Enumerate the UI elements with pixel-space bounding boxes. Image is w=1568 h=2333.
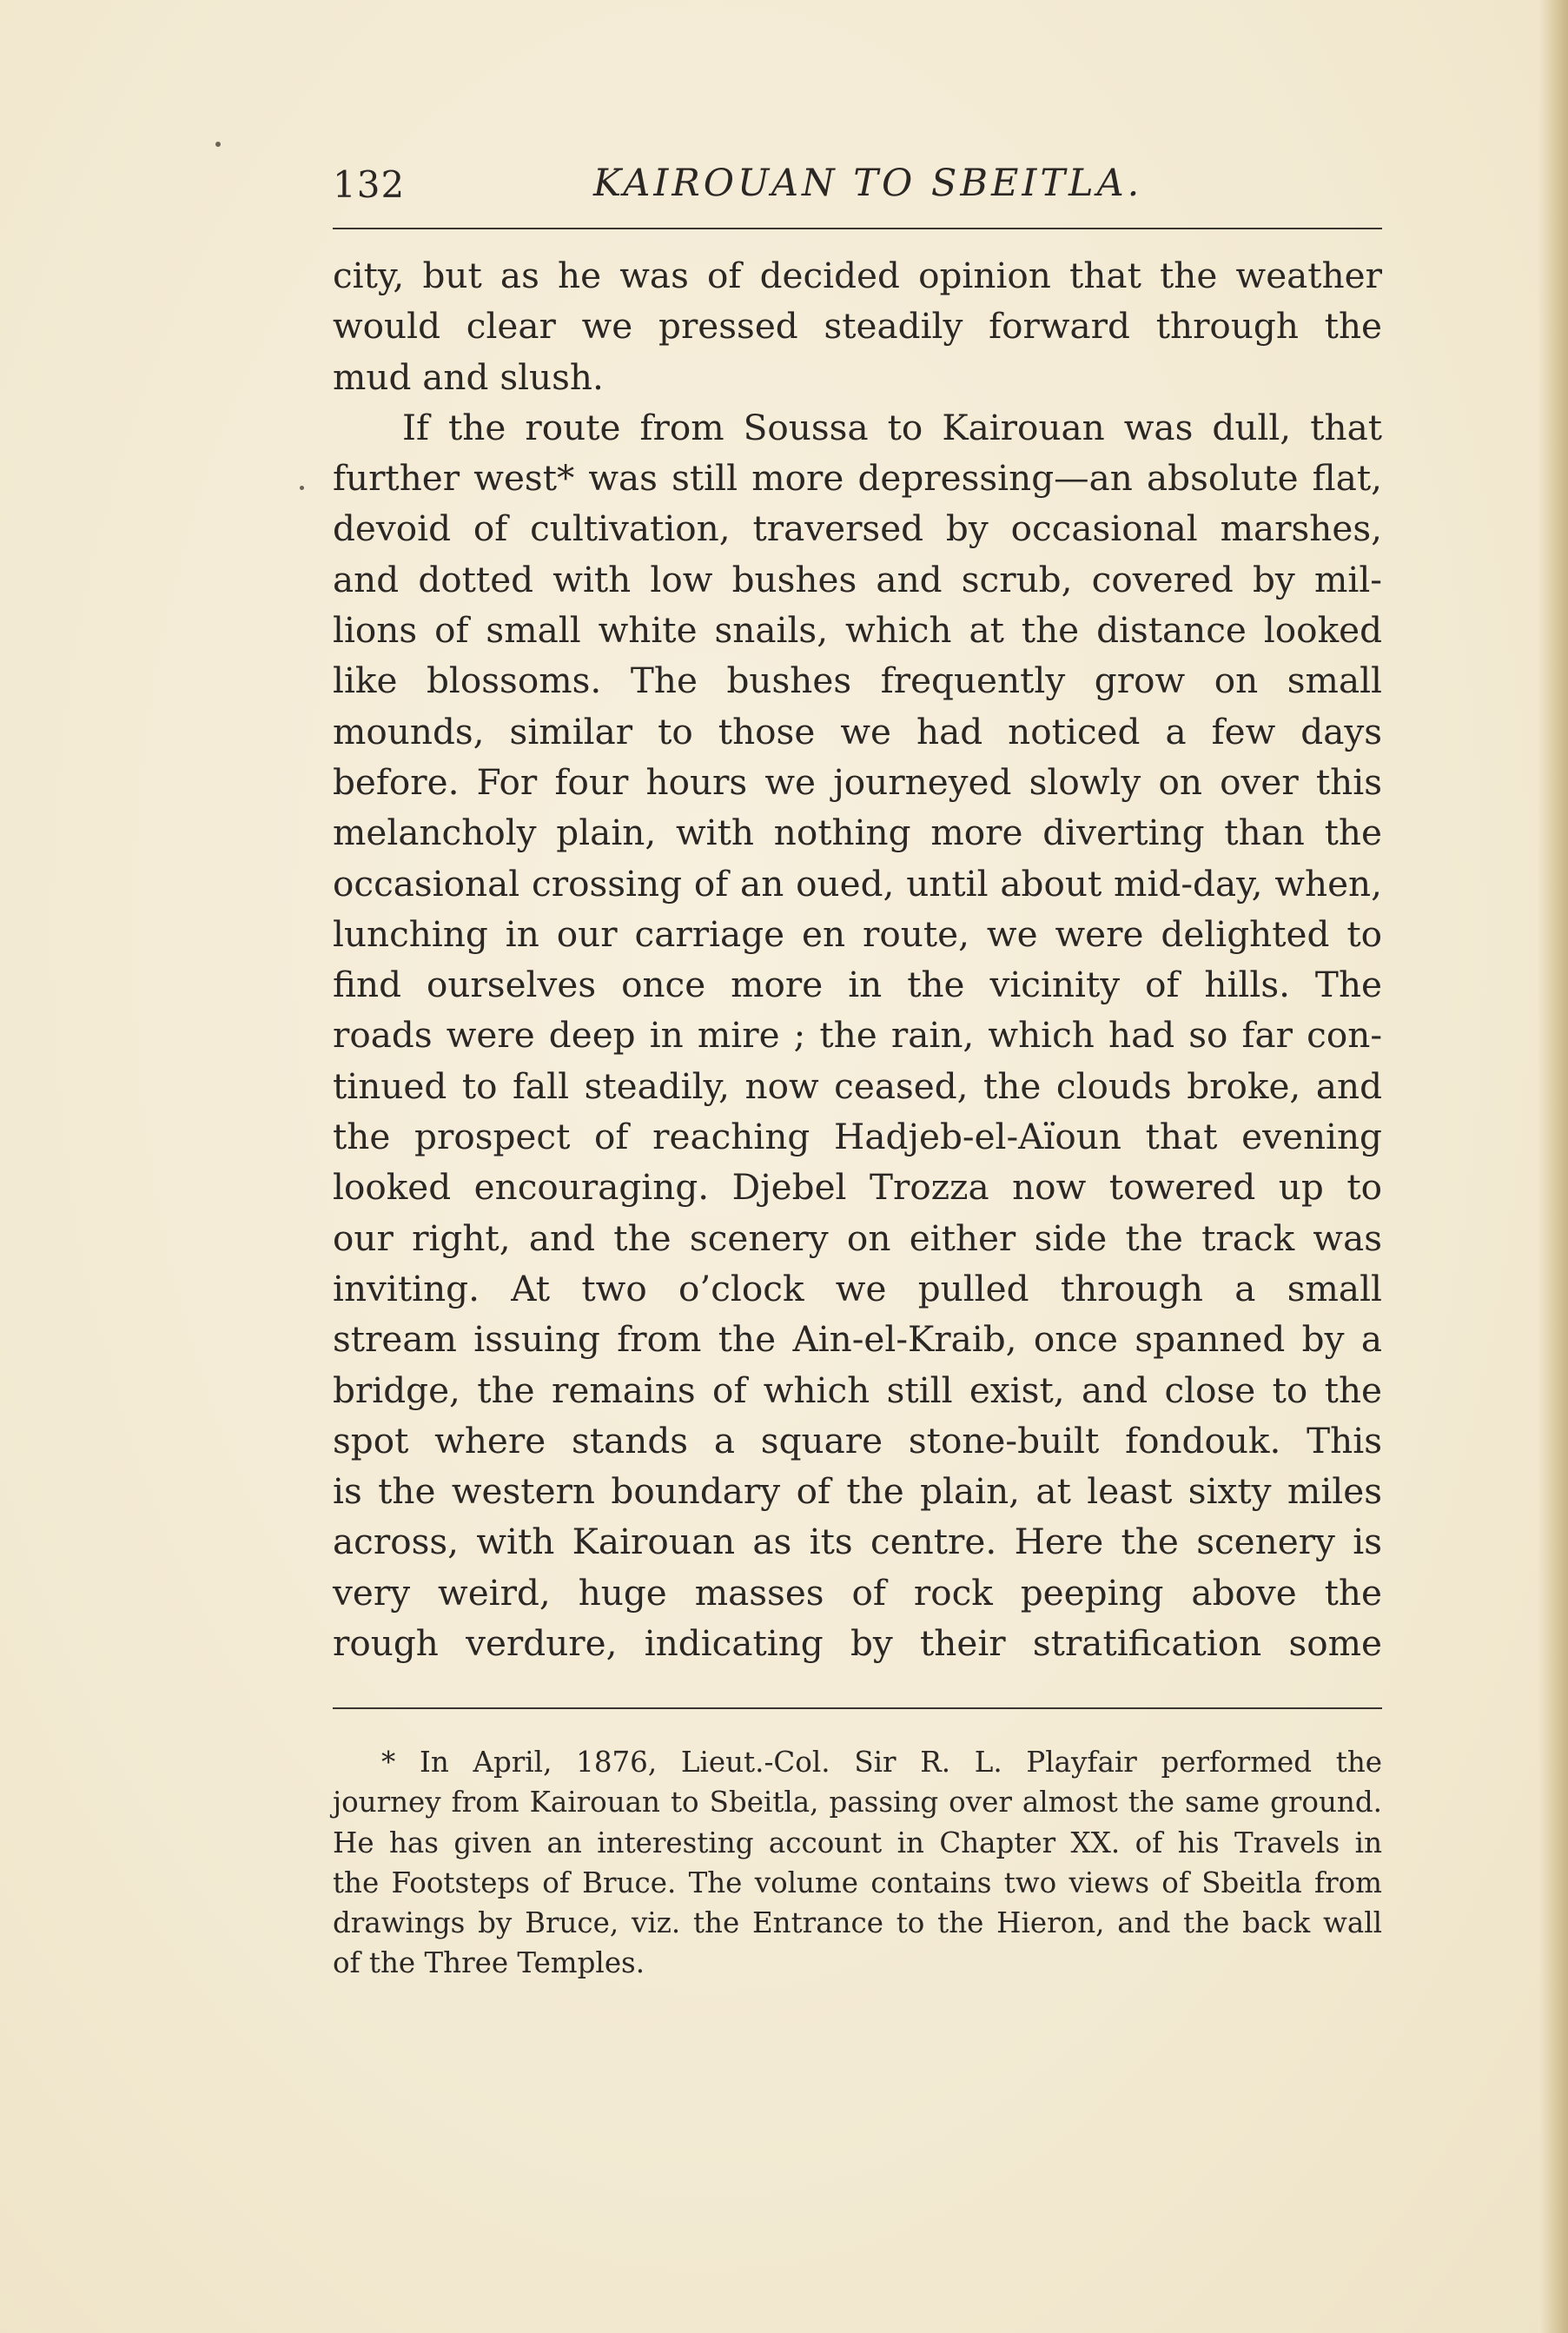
- text-line: bridge, the remains of which still exist, and close to the: [333, 1369, 1382, 1411]
- page-header: [333, 156, 1382, 217]
- page-number: 132: [333, 163, 406, 206]
- footnote-line: the Footsteps of Bruce. The volume contains two views of Sbeitla from: [333, 1866, 1382, 1899]
- footnote-line: of the Three Temples.: [333, 1946, 645, 1980]
- text-line: spot where stands a square stone-built fondouk. This: [333, 1419, 1382, 1461]
- text-line: devoid of cultivation, traversed by occasional marshes,: [333, 507, 1382, 550]
- text-line: would clear we pressed steadily forward through the: [333, 305, 1382, 348]
- text-line: roads were deep in mire ; the rain, which had so far con-: [333, 1014, 1382, 1057]
- text-line: inviting. At two o’clock we pulled through a small: [333, 1267, 1382, 1309]
- text-line: If the route from Soussa to Kairouan was dull, that: [402, 406, 1382, 448]
- text-line: further west* was still more depressing—an absolute flat,: [333, 457, 1382, 500]
- body-text: [333, 250, 1382, 1668]
- running-head: KAIROUAN TO SBEITLA.: [593, 162, 1143, 205]
- text-line: looked encouraging. Djebel Trozza now towered up to: [333, 1166, 1382, 1209]
- text-line: across, with Kairouan as its centre. Here the scenery is: [333, 1521, 1382, 1563]
- footnote: [333, 1742, 1382, 1984]
- margin-mark: [215, 142, 221, 147]
- footnote-line: journey from Kairouan to Sbeitla, passing over almost the same ground.: [333, 1786, 1382, 1819]
- text-line: mounds, similar to those we had noticed a few days: [333, 710, 1382, 752]
- header-rule: [333, 228, 1382, 229]
- text-line: lunching in our carriage en route, we were delighted to: [333, 912, 1382, 955]
- text-line: stream issuing from the Ain-el-Kraib, once spanned by a: [333, 1318, 1382, 1361]
- footnote-line: He has given an interesting account in Chapter XX. of his Travels in: [333, 1826, 1382, 1859]
- text-line: the prospect of reaching Hadjeb-el-Aïoun that evening: [333, 1116, 1382, 1158]
- text-line: rough verdure, indicating by their stratification some: [333, 1622, 1382, 1665]
- text-line: mud and slush.: [333, 355, 604, 398]
- text-line: city, but as he was of decided opinion that the weather: [333, 255, 1382, 296]
- text-line: is the western boundary of the plain, at least sixty miles: [333, 1470, 1382, 1513]
- footnote-line: drawings by Bruce, viz. the Entrance to the Hieron, and the back wall: [333, 1906, 1382, 1940]
- text-line: our right, and the scenery on either side the track was: [333, 1216, 1382, 1259]
- text-line: melancholy plain, with nothing more diverting than the: [333, 812, 1382, 854]
- text-line: occasional crossing of an oued, until about mid-day, when,: [333, 862, 1382, 905]
- text-line: tinued to fall steadily, now ceased, the clouds broke, and: [333, 1064, 1382, 1107]
- margin-mark: [300, 486, 304, 490]
- footnote-rule: [333, 1707, 1382, 1709]
- footnote-line: * In April, 1876, Lieut.-Col. Sir R. L. Playfair performed the: [381, 1746, 1382, 1779]
- text-line: and dotted with low bushes and scrub, covered by mil-: [333, 558, 1382, 600]
- page-edge-shadow: [1538, 0, 1568, 2333]
- text-line: lions of small white snails, which at the distance looked: [333, 609, 1382, 652]
- text-line: like blossoms. The bushes frequently grow on small: [333, 659, 1382, 702]
- text-line: very weird, huge masses of rock peeping above the: [333, 1571, 1382, 1614]
- text-line: find ourselves once more in the vicinity of hills. The: [333, 964, 1382, 1006]
- text-line: before. For four hours we journeyed slowly on over this: [333, 760, 1382, 803]
